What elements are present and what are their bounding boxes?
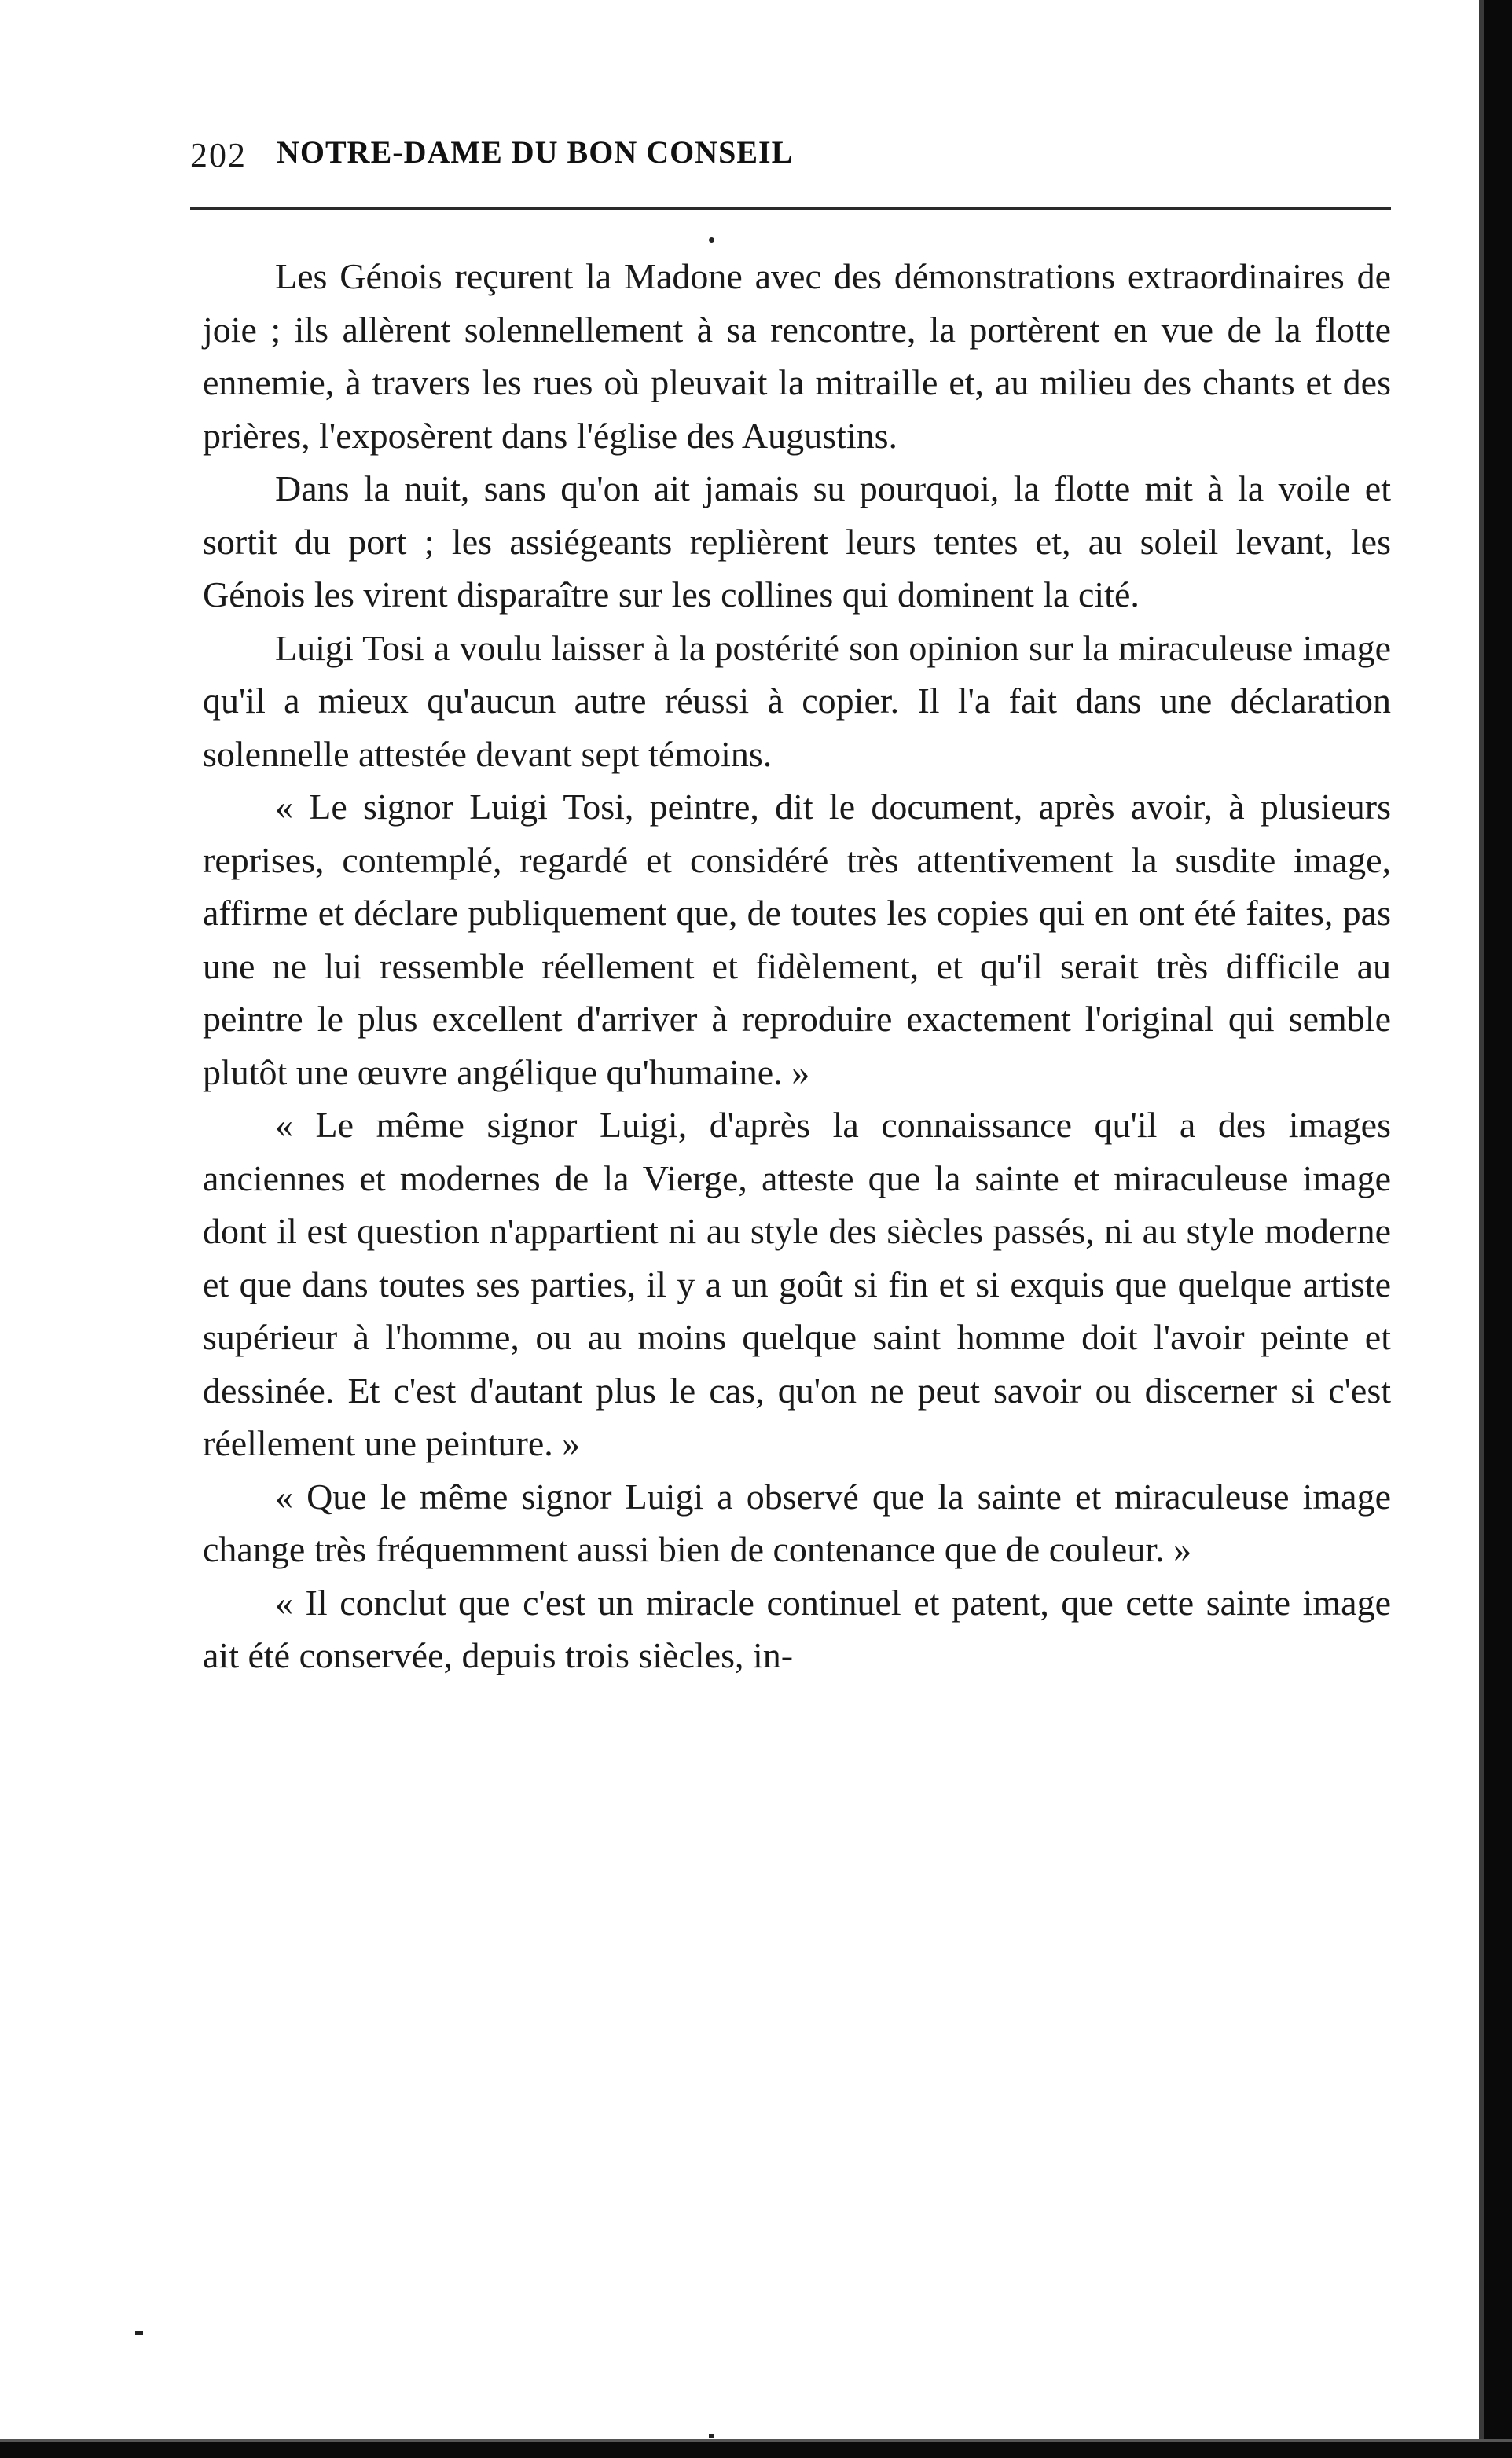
paragraph-7: « Il conclut que c'est un miracle continuel et patent, que cette sainte image ait été conservée, depuis trois siècles, in- — [203, 1582, 1391, 1675]
page-header — [190, 129, 1393, 184]
scan-edge-bottom — [0, 2442, 1512, 2458]
paragraph-6: « Que le même signor Luigi a observé que la sainte et miraculeuse image change très fréquemment aussi bien de contenance que de couleur. » — [203, 1476, 1391, 1569]
scan-speck — [709, 2434, 714, 2438]
scan-edge-right — [1484, 0, 1512, 2458]
paragraph-5: « Le même signor Luigi, d'après la connaissance qu'il a des images anciennes et modernes de la Vierge, atteste que la sainte et miraculeuse image dont il est question n'appartient ni au style des siècles passés, ni au style moderne et que dans toutes ses parties, il y a un goût si fin et si exquis que quelque artiste supérieur à l'homme, ou au moins quelque saint homme doit l'avoir peinte et dessinée. Et c'est d'autant plus le cas, qu'on ne peut savoir ou discerner si c'est réellement une peinture. » — [203, 1105, 1391, 1463]
paragraph-1: Les Génois reçurent la Madone avec des démonstrations extraordinaires de joie ; ils allèrent solennellement à sa rencontre, la portèrent en vue de la flotte ennemie, à travers les rues où pleuvait la mitraille et, au milieu des chants et des prières, l'exposèrent dans l'église des Augustins. — [203, 256, 1391, 456]
scan-speck — [709, 237, 714, 243]
page-number: 202 — [190, 136, 247, 174]
paragraph-3: Luigi Tosi a voulu laisser à la postérité son opinion sur la miraculeuse image qu'il a mieux qu'aucun autre réussi à copier. Il l'a fait dans une déclaration solennelle attestée devant sept témoins. — [203, 627, 1391, 774]
paragraph-4: « Le signor Luigi Tosi, peintre, dit le document, après avoir, à plusieurs reprises, contemplé, regardé et considéré très attentivement la susdite image, affirme et déclare publiquement que, de toutes les copies qui en ont été faites, pas une ne lui ressemble réellement et fidèlement, et qu'il serait très difficile au peintre le plus excellent d'arriver à reproduire exactement l'original qui semble plutôt une œuvre angélique qu'humaine. » — [203, 787, 1391, 1092]
paragraph-2: Dans la nuit, sans qu'on ait jamais su pourquoi, la flotte mit à la voile et sortit du port ; les assiégeants replièrent leurs tentes et, au soleil levant, les Génois les virent disparaître sur les collines qui dominent la cité. — [203, 468, 1391, 614]
body-text — [203, 250, 1391, 1682]
header-rule — [190, 207, 1391, 210]
scan-speck — [135, 2331, 143, 2335]
running-head: NOTRE-DAME DU BON CONSEIL — [277, 134, 794, 170]
